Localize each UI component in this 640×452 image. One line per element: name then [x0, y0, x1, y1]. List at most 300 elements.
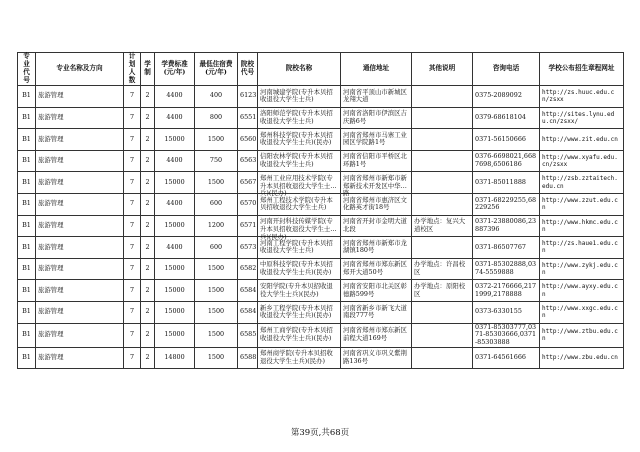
- cell-text: 6551: [240, 113, 257, 122]
- cell-text: B1: [22, 134, 31, 143]
- cell-text: http://www.zit.edu.cn: [542, 135, 618, 143]
- cell-text: 1500: [207, 307, 225, 316]
- cell-plan: [124, 347, 141, 369]
- cell-text: 750: [209, 156, 223, 165]
- cell-text: http://www.ztbu.edu.cn: [542, 327, 618, 343]
- cell-text: 河南省郑州市惠济区文化路英才街18号: [343, 195, 407, 212]
- cell-text: 15000: [164, 307, 185, 316]
- cell-phone: [473, 323, 540, 347]
- cell-phone: [473, 172, 540, 194]
- column-header: 咨询电话: [473, 53, 540, 86]
- cell-phone: [473, 129, 540, 151]
- cell-note: [412, 172, 473, 194]
- cell-address: [341, 237, 412, 259]
- cell-phone: [473, 280, 540, 302]
- cell-text: 6123: [240, 91, 257, 100]
- cell-text: http://zs.huuc.edu.cn/zsxx: [542, 89, 615, 104]
- cell-code: [18, 301, 36, 323]
- table-row: [18, 258, 624, 280]
- cell-text: 7: [129, 264, 135, 273]
- cell-text: 6582: [240, 264, 257, 273]
- cell-text: 1500: [207, 330, 225, 339]
- cell-text: B1: [22, 91, 31, 100]
- table-row: [18, 215, 624, 237]
- cell-major: [36, 258, 124, 280]
- cell-school: [258, 258, 341, 280]
- cell-phone: [473, 258, 540, 280]
- cell-text: 新乡工程学院(专升本贝招收退役大学生士兵)(民办): [260, 303, 333, 320]
- cell-code: [18, 280, 36, 302]
- cell-text: 1500: [207, 353, 225, 362]
- cell-text: 15000: [164, 330, 185, 339]
- column-header: 其他说明: [412, 53, 473, 86]
- cell-text: 7: [129, 330, 135, 339]
- cell-lodging: [195, 323, 238, 347]
- cell-plan: [124, 129, 141, 151]
- cell-text: 河南省安阳市北关区彰德路599号: [343, 281, 407, 298]
- cell-text: 2: [145, 156, 150, 165]
- cell-address: [341, 172, 412, 198]
- cell-school-code: [238, 215, 258, 237]
- cell-text: 7: [129, 353, 135, 362]
- column-header: 专业名称及方向: [36, 53, 124, 86]
- cell-school-code: [238, 280, 258, 302]
- cell-text: 0379-68618104: [475, 113, 526, 122]
- cell-text: 旅游管理: [38, 199, 64, 208]
- cell-note: [412, 280, 473, 302]
- cell-school-code: [238, 193, 258, 215]
- cell-text: 7: [129, 134, 135, 143]
- cell-code: [18, 215, 36, 237]
- cell-url: [540, 301, 624, 323]
- cell-text: B1: [22, 113, 31, 122]
- cell-code: [18, 193, 36, 215]
- cell-address: [341, 258, 412, 280]
- cell-years: [141, 301, 155, 323]
- cell-text: 旅游管理: [38, 221, 64, 230]
- cell-school: [258, 107, 341, 129]
- cell-text: 旅游管理: [38, 113, 64, 122]
- cell-fee: [155, 215, 195, 237]
- cell-text: 7: [129, 221, 135, 230]
- cell-text: 0371-64561666: [475, 353, 526, 362]
- cell-years: [141, 280, 155, 302]
- cell-text: 河南省郑州市新郑市龙湖镇180号: [343, 238, 407, 255]
- cell-text: 旅游管理: [38, 134, 64, 143]
- cell-major: [36, 347, 124, 369]
- cell-text: 7: [129, 91, 135, 100]
- cell-address: [341, 150, 412, 172]
- cell-text: 15000: [164, 264, 185, 273]
- cell-url: [540, 237, 624, 259]
- cell-text: http://www.zzut.edu.cn: [542, 197, 618, 212]
- cell-text: 安阳学院(专升本贝招收退役大学生士兵)(民办): [260, 281, 333, 298]
- cell-fee: [155, 172, 195, 194]
- cell-text: 旅游管理: [38, 264, 64, 273]
- cell-school-code: [238, 347, 258, 369]
- cell-text: 河南省平顶山市新城区龙翔大道: [343, 87, 407, 104]
- cell-lodging: [195, 258, 238, 280]
- cell-years: [141, 323, 155, 347]
- cell-text: 0371-85302888,0374-5559888: [475, 260, 537, 277]
- cell-text: 6570: [240, 199, 257, 208]
- cell-url: [540, 107, 624, 129]
- cell-major: [36, 323, 124, 347]
- cell-plan: [124, 172, 141, 194]
- cell-phone: [473, 150, 540, 172]
- cell-school-code: [238, 323, 258, 347]
- cell-text: 15000: [164, 285, 185, 294]
- cell-text: 6584: [240, 307, 257, 316]
- cell-years: [141, 258, 155, 280]
- cell-fee: [155, 347, 195, 369]
- cell-text: 6584: [240, 285, 257, 294]
- cell-code: [18, 150, 36, 172]
- cell-phone: [473, 193, 540, 215]
- cell-text: http://www.zbu.edu.cn: [542, 354, 618, 362]
- cell-text: 信阳农林学院(专升本贝招收退役大学生士兵): [260, 152, 333, 169]
- cell-text: B1: [22, 199, 31, 208]
- column-header: 学制: [141, 53, 155, 86]
- cell-lodging: [195, 193, 238, 215]
- cell-major: [36, 172, 124, 194]
- cell-note: [412, 107, 473, 129]
- cell-text: http://zsb.zztaitech.edu.cn: [542, 175, 618, 190]
- cell-text: 600: [209, 199, 223, 208]
- cell-text: 6563: [240, 156, 257, 165]
- cell-text: 旅游管理: [38, 285, 64, 294]
- cell-text: 河南开封科技传媒学院(专升本贝招收退役大学生士兵)(民办): [260, 217, 333, 241]
- cell-code: [18, 347, 36, 369]
- cell-years: [141, 86, 155, 108]
- cell-school: [258, 347, 341, 369]
- cell-years: [141, 193, 155, 215]
- cell-school-code: [238, 172, 258, 194]
- cell-major: [36, 150, 124, 172]
- cell-text: 600: [209, 242, 223, 251]
- cell-text: 办学地点：许昌校区: [414, 260, 466, 277]
- cell-school-code: [238, 129, 258, 151]
- cell-note: [412, 347, 473, 369]
- cell-plan: [124, 107, 141, 129]
- cell-text: http://www.ayxy.edu.cn: [542, 283, 618, 298]
- cell-text: B1: [22, 353, 31, 362]
- cell-text: 2: [145, 177, 150, 186]
- cell-text: 旅游管理: [38, 353, 64, 362]
- cell-major: [36, 280, 124, 302]
- cell-text: 郑州工业应用技术学院(专升本贝招收退役大学生士兵)(民办): [260, 173, 333, 198]
- cell-text: 4400: [166, 156, 183, 165]
- cell-text: http://www.hkmc.edu.cn: [542, 218, 618, 233]
- cell-text: 1500: [207, 177, 225, 186]
- cell-address: [341, 280, 412, 302]
- cell-url: [540, 215, 624, 237]
- cell-fee: [155, 258, 195, 280]
- cell-text: http://www.zykj.edu.cn: [542, 261, 618, 277]
- cell-text: 0375-2089092: [475, 91, 522, 100]
- cell-text: 6560: [240, 134, 257, 143]
- cell-lodging: [195, 172, 238, 194]
- cell-text: 旅游管理: [38, 156, 64, 165]
- cell-code: [18, 258, 36, 280]
- cell-note: [412, 237, 473, 259]
- cell-text: 2: [145, 307, 150, 316]
- cell-school: [258, 193, 341, 215]
- cell-major: [36, 129, 124, 151]
- cell-text: http://www.xyafu.edu.cn/zsxx: [542, 153, 618, 169]
- cell-years: [141, 237, 155, 259]
- cell-school: [258, 323, 341, 347]
- cell-plan: [124, 150, 141, 172]
- cell-text: 0373-6330155: [475, 307, 522, 316]
- cell-text: 河南省郑州市郑东新区郑开大道50号: [343, 260, 407, 277]
- cell-code: [18, 172, 36, 194]
- cell-fee: [155, 129, 195, 151]
- cell-text: 7: [129, 242, 135, 251]
- column-header: 通信地址: [341, 53, 412, 86]
- cell-text: 河南省巩义市巩义紫荆路136号: [343, 349, 407, 365]
- cell-text: 2: [145, 221, 150, 230]
- cell-code: [18, 129, 36, 151]
- cell-text: 0372-2176666,2171999,2178888: [475, 281, 537, 298]
- cell-text: http://www.xxgc.edu.cn: [542, 305, 618, 320]
- cell-text: http://zs.haue1.edu.cn: [542, 240, 618, 255]
- cell-school-code: [238, 86, 258, 108]
- cell-text: 河南省洛阳市伊滨区吉庆路6号: [343, 109, 407, 125]
- cell-text: 2: [145, 242, 150, 251]
- cell-fee: [155, 301, 195, 323]
- cell-text: 2: [145, 113, 150, 122]
- table-row: [18, 347, 624, 369]
- cell-school: [258, 237, 341, 259]
- cell-text: 0371-23880086,23887396: [475, 217, 537, 233]
- cell-lodging: [195, 301, 238, 323]
- cell-lodging: [195, 107, 238, 129]
- table-row: [18, 301, 624, 323]
- cell-text: 2: [145, 353, 150, 362]
- cell-plan: [124, 215, 141, 237]
- cell-phone: [473, 215, 540, 237]
- cell-text: 7: [129, 113, 135, 122]
- cell-text: 6571: [240, 221, 257, 230]
- cell-major: [36, 107, 124, 129]
- cell-lodging: [195, 347, 238, 369]
- cell-address: [341, 129, 412, 151]
- cell-url: [540, 172, 624, 194]
- cell-text: B1: [22, 330, 31, 339]
- cell-text: 2: [145, 330, 150, 339]
- table-row: [18, 86, 624, 108]
- cell-text: 2: [145, 285, 150, 294]
- cell-address: [341, 301, 412, 323]
- cell-school-code: [238, 237, 258, 259]
- cell-text: 4400: [166, 91, 183, 100]
- cell-text: 7: [129, 177, 135, 186]
- cell-text: 4400: [166, 113, 183, 122]
- cell-text: 7: [129, 285, 135, 294]
- cell-school: [258, 280, 341, 302]
- cell-text: 2: [145, 264, 150, 273]
- cell-plan: [124, 193, 141, 215]
- cell-text: 0371-68229255,68229256: [475, 195, 537, 212]
- cell-text: B1: [22, 307, 31, 316]
- cell-lodging: [195, 280, 238, 302]
- cell-text: 洛阳师范学院(专升本贝招收退役大学生士兵): [260, 109, 333, 125]
- cell-text: 河南省信阳市平桥区北环路1号: [343, 152, 407, 169]
- cell-plan: [124, 237, 141, 259]
- cell-note: [412, 129, 473, 151]
- table-row: [18, 193, 624, 215]
- cell-note: [412, 193, 473, 215]
- cell-text: 中原科技学院(专升本贝招收退役大学生士兵)(民办): [260, 260, 333, 277]
- cell-note: [412, 323, 473, 347]
- cell-major: [36, 193, 124, 215]
- cell-text: 7: [129, 307, 135, 316]
- cell-phone: [473, 347, 540, 369]
- cell-text: 400: [209, 91, 223, 100]
- cell-code: [18, 86, 36, 108]
- cell-text: 郑州工程技术学院(专升本贝招收退役大学生士兵): [260, 195, 333, 212]
- cell-school: [258, 215, 341, 241]
- cell-text: 郑州工商学院(专升本贝招收退役大学生士兵)(民办): [260, 326, 333, 343]
- cell-phone: [473, 301, 540, 323]
- cell-text: 0371-86507767: [475, 242, 526, 251]
- cell-plan: [124, 258, 141, 280]
- cell-lodging: [195, 129, 238, 151]
- cell-text: 6567: [240, 177, 257, 186]
- cell-text: 15000: [164, 221, 185, 230]
- cell-text: 4400: [166, 242, 183, 251]
- cell-note: [412, 86, 473, 108]
- cell-text: 6573: [240, 242, 257, 251]
- table-row: [18, 280, 624, 302]
- cell-plan: [124, 280, 141, 302]
- cell-lodging: [195, 215, 238, 237]
- cell-phone: [473, 86, 540, 108]
- cell-plan: [124, 301, 141, 323]
- cell-school-code: [238, 150, 258, 172]
- cell-text: 800: [209, 113, 223, 122]
- cell-text: 7: [129, 199, 135, 208]
- cell-text: 河南省开封市金明大道北段: [343, 217, 407, 233]
- cell-plan: [124, 86, 141, 108]
- cell-text: 1500: [207, 134, 225, 143]
- cell-fee: [155, 150, 195, 172]
- cell-years: [141, 107, 155, 129]
- table-row: [18, 237, 624, 259]
- cell-note: [412, 150, 473, 172]
- cell-text: 14800: [164, 353, 185, 362]
- cell-lodging: [195, 150, 238, 172]
- cell-address: [341, 107, 412, 129]
- cell-school-code: [238, 258, 258, 280]
- cell-phone: [473, 237, 540, 259]
- cell-text: 旅游管理: [38, 177, 64, 186]
- cell-fee: [155, 193, 195, 215]
- cell-url: [540, 347, 624, 369]
- cell-text: 旅游管理: [38, 307, 64, 316]
- cell-address: [341, 215, 412, 237]
- column-header: 专业代号: [18, 53, 36, 86]
- cell-text: 0371-56150666: [475, 134, 526, 143]
- cell-text: 河南省新乡市新飞大道南段777号: [343, 303, 407, 320]
- cell-school-code: [238, 107, 258, 129]
- cell-major: [36, 215, 124, 237]
- cell-text: 15000: [164, 134, 185, 143]
- cell-text: 4400: [166, 199, 183, 208]
- cell-text: 2: [145, 91, 150, 100]
- cell-address: [341, 323, 412, 347]
- cell-fee: [155, 237, 195, 259]
- cell-text: 旅游管理: [38, 242, 64, 251]
- cell-url: [540, 280, 624, 302]
- cell-text: 1500: [207, 264, 225, 273]
- cell-code: [18, 237, 36, 259]
- cell-address: [341, 347, 412, 369]
- cell-school: [258, 129, 341, 151]
- cell-text: B1: [22, 242, 31, 251]
- table-row: [18, 323, 624, 347]
- cell-text: B1: [22, 177, 31, 186]
- cell-url: [540, 323, 624, 347]
- cell-years: [141, 215, 155, 237]
- cell-url: [540, 193, 624, 215]
- cell-years: [141, 150, 155, 172]
- cell-text: 2: [145, 134, 150, 143]
- cell-text: B1: [22, 264, 31, 273]
- cell-text: 旅游管理: [38, 91, 64, 100]
- cell-school-code: [238, 301, 258, 323]
- cell-text: 河南省郑州市马寨工业园区学院路1号: [343, 130, 407, 147]
- enrollment-table: [17, 52, 624, 369]
- cell-years: [141, 129, 155, 151]
- cell-text: 郑州商学院(专升本贝招收退役大学生士兵)(民办): [260, 349, 333, 365]
- cell-fee: [155, 107, 195, 129]
- column-header: 最低住宿费(元/年): [195, 53, 238, 86]
- cell-school: [258, 301, 341, 323]
- cell-lodging: [195, 86, 238, 108]
- table-body: [18, 86, 624, 369]
- cell-text: 0376-6698021,6687698,6506186: [475, 152, 537, 169]
- cell-text: 河南省郑州市郑东新区前程大道169号: [343, 326, 407, 343]
- cell-text: 0371-85303777,0371-85303666,0371-85303888: [475, 322, 537, 346]
- cell-text: B1: [22, 285, 31, 294]
- cell-text: B1: [22, 156, 31, 165]
- cell-text: 7: [129, 156, 135, 165]
- cell-text: 6588: [240, 353, 257, 362]
- cell-note: [412, 301, 473, 323]
- cell-text: 河南城建学院(专升本贝招收退役大学生士兵): [260, 87, 333, 104]
- column-header: 学校公布招生章程网址: [540, 53, 624, 86]
- table-header-row: [18, 53, 624, 86]
- cell-text: 0371-85011888: [475, 177, 526, 186]
- cell-phone: [473, 107, 540, 129]
- cell-url: [540, 129, 624, 151]
- cell-major: [36, 237, 124, 259]
- cell-text: http://sites.lynu.edu.cn/zsxx/: [542, 110, 615, 125]
- table-row: [18, 172, 624, 194]
- cell-url: [540, 150, 624, 172]
- cell-fee: [155, 86, 195, 108]
- cell-major: [36, 301, 124, 323]
- cell-school: [258, 172, 341, 198]
- cell-school: [258, 150, 341, 172]
- cell-text: 郑州科技学院(专升本贝招收退役大学生士兵)(民办): [260, 130, 333, 147]
- column-header: 院校名称: [258, 53, 341, 86]
- cell-note: [412, 215, 473, 237]
- cell-text: 15000: [164, 177, 185, 186]
- page-number: 第39页,共68页: [290, 428, 350, 438]
